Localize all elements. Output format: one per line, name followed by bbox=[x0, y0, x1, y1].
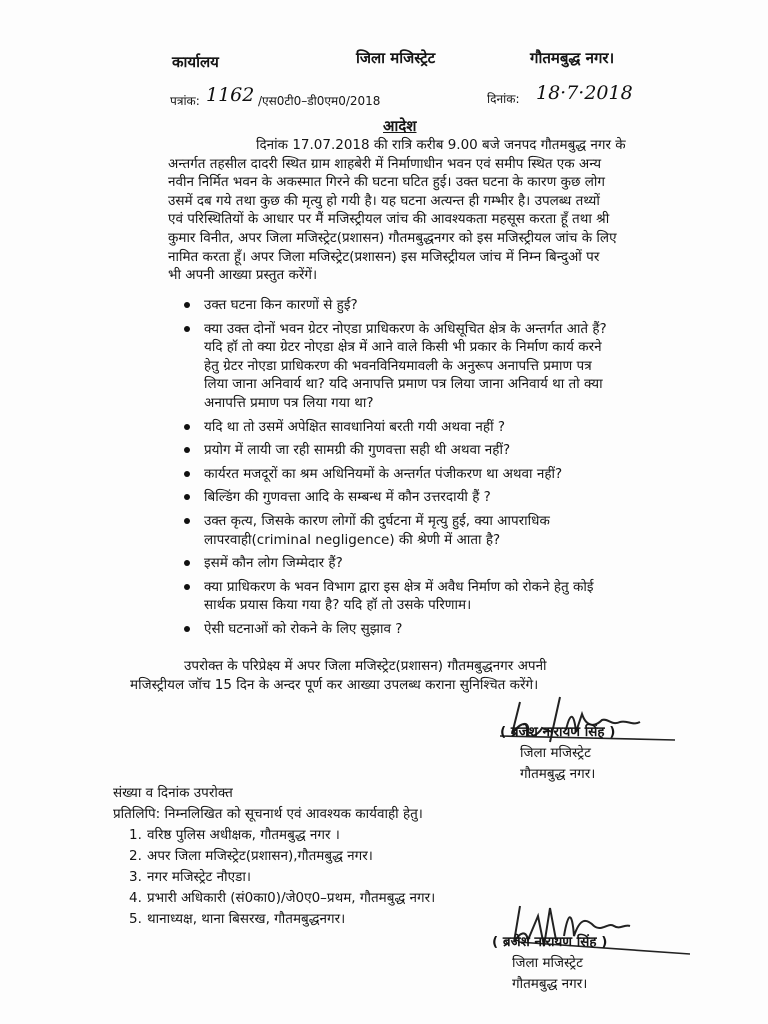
office-label: कार्यालय bbox=[172, 53, 219, 71]
inquiry-point bbox=[178, 441, 656, 460]
inquiry-point-text: यदि था तो उसमें अपेक्षित सावधानियां बरती गयी अथवा नहीं ? bbox=[204, 418, 506, 435]
inquiry-point-text: उक्त घटना किन कारणों से हुई? bbox=[204, 297, 358, 313]
copy-section bbox=[113, 783, 435, 930]
signature-block-2 bbox=[492, 932, 607, 995]
bullet-icon bbox=[184, 424, 190, 430]
recipient-item bbox=[113, 825, 435, 846]
recipient-text: प्रभारी अधिकारी (सं0का0)/जे0ए0–प्रथम, गौतमबुद्ध नगर। bbox=[147, 890, 436, 906]
recipient-text: अपर जिला मजिस्ट्रेट(प्रशासन),गौतमबुद्ध नगर। bbox=[147, 848, 373, 864]
recipient-text: नगर मजिस्ट्रेट नौएडा। bbox=[147, 869, 251, 885]
inquiry-point-text: क्या उक्त दोनों भवन ग्रेटर नोएडा प्राधिकरण के अधिसूचित क्षेत्र के अन्तर्गत आते हैं? bbox=[204, 320, 607, 337]
copy-to-line: प्रतिलिपि: निम्नलिखित को सूचनार्थ एवं आवश्यक कार्यवाही हेतु। bbox=[113, 806, 423, 822]
paragraph-line: एवं परिस्थितियों के आधार पर मैं मजिस्ट्रीयल जांच की आवश्यकता महसूस करता हूँ तथा श्री bbox=[168, 211, 610, 228]
recipient-number: 1. bbox=[129, 827, 142, 843]
signatory-name: ( ब्रजेश नारायण सिंह ) bbox=[492, 934, 608, 950]
inquiry-point-text: बिल्डिंग की गुणवत्ता आदि के सम्बन्ध में कौन उत्तरदायी हैं ? bbox=[204, 489, 491, 506]
paragraph-line: दिनांक 17.07.2018 की रात्रि करीब 9.00 बजे जनपद गौतमबुद्ध नगर के bbox=[256, 137, 626, 153]
letter-number-suffix: /एस0टी0–डी0एम0/2018 bbox=[258, 94, 381, 108]
bullet-icon bbox=[184, 518, 190, 524]
bullet-icon bbox=[184, 494, 190, 500]
paragraph-line: भी अपनी आख्या प्रस्तुत करेंगें। bbox=[168, 267, 318, 284]
recipient-list bbox=[113, 825, 435, 930]
inquiry-point bbox=[178, 620, 656, 639]
recipient-number: 5. bbox=[129, 911, 142, 927]
closing-line: उपरोक्त के परिप्रेक्ष्य में अपर जिला मजिस्ट्रेट(प्रशासन) गौतमबुद्धनगर अपनी bbox=[184, 658, 547, 674]
inquiry-point bbox=[178, 488, 656, 507]
date-label: दिनांक: bbox=[487, 92, 520, 106]
inquiry-point-text: अनापत्ति प्रमाण पत्र लिया गया था? bbox=[204, 394, 374, 411]
bullet-icon bbox=[184, 447, 190, 453]
signatory-name: ( ब्रजेश नारायण सिंह ) bbox=[500, 724, 616, 740]
inquiry-point-text: कार्यरत मजदूरों का श्रम अधिनियमों के अन्तर्गत पंजीकरण था अथवा नहीं? bbox=[204, 465, 563, 482]
inquiry-point-text: क्या प्राधिकरण के भवन विभाग द्वारा इस क्षेत्र में अवैध निर्माण को रोकने हेतु कोई bbox=[204, 578, 594, 595]
recipient-item bbox=[113, 909, 435, 930]
recipient-text: वरिष्ठ पुलिस अधीक्षक, गौतमबुद्ध नगर । bbox=[147, 827, 340, 843]
signature-block-1 bbox=[500, 722, 615, 785]
signatory-designation: जिला मजिस्ट्रेट bbox=[512, 955, 583, 971]
inquiry-point-text: उक्त कृत्य, जिसके कारण लोगों की दुर्घटना में मृत्यु हुई, क्या आपराधिक bbox=[204, 512, 550, 529]
paragraph-line: अन्तर्गत तहसील दादरी स्थित ग्राम शाहबेरी में निर्माणाधीन भवन एवं समीप स्थित एक अन्य bbox=[168, 155, 602, 172]
recipient-item bbox=[113, 888, 435, 909]
inquiry-point-text: लिया जाना अनिवार्य था? यदि अनापत्ति प्रमाण पत्र लिया जाना अनिवार्य था तो क्या bbox=[204, 376, 603, 393]
recipient-text: थानाध्यक्ष, थाना बिसरख, गौतमबुद्धनगर। bbox=[147, 911, 346, 927]
inquiry-point bbox=[178, 512, 656, 549]
signatory-place: गौतमबुद्ध नगर। bbox=[520, 766, 596, 782]
body-paragraph bbox=[168, 136, 658, 285]
paragraph-line: कुमार विनीत, अपर जिला मजिस्ट्रेट(प्रशासन) गौतमबुद्धनगर को इस मजिस्ट्रीयल जांच के लिए bbox=[168, 229, 617, 246]
location-heading: गौतमबुद्ध नगर। bbox=[530, 49, 615, 67]
recipient-item bbox=[113, 846, 435, 867]
reference-line: संख्या व दिनांक उपरोक्त bbox=[113, 785, 233, 801]
signatory-designation: जिला मजिस्ट्रेट bbox=[520, 745, 591, 761]
recipient-number: 4. bbox=[129, 890, 142, 906]
inquiry-point bbox=[178, 554, 656, 573]
bullet-icon bbox=[184, 560, 190, 566]
inquiry-point bbox=[178, 465, 656, 484]
inquiry-points-list bbox=[178, 296, 656, 644]
paragraph-line: नवीन निर्मित भवन के अकस्मात गिरने की घटना घटित हुई। उक्त घटना के कारण कुछ लोग bbox=[168, 174, 605, 191]
signatory-place: गौतमबुद्ध नगर। bbox=[512, 976, 588, 992]
inquiry-point-text: सार्थक प्रयास किया गया है? यदि हॉ तो उसके परिणाम। bbox=[204, 597, 472, 614]
paragraph-line: नामित करता हूँ। अपर जिला मजिस्ट्रेट(प्रशासन) इस मजिस्ट्रीयल जांच में निम्न बिन्दुओं पर bbox=[168, 248, 600, 265]
closing-paragraph bbox=[130, 657, 675, 695]
letter-number-handwritten: 1162 bbox=[206, 84, 255, 106]
letter-number-label: पत्रांक: bbox=[170, 94, 200, 108]
closing-line: मजिस्ट्रीयल जॉच 15 दिन के अन्दर पूर्ण कर आख्या उपलब्ध कराना सुनिश्चित करेंगे। bbox=[130, 677, 539, 693]
date-handwritten: 18·7·2018 bbox=[536, 82, 633, 104]
authority-heading: जिला मजिस्ट्रेट bbox=[356, 49, 436, 67]
recipient-item bbox=[113, 867, 435, 888]
inquiry-point-text: लापरवाही(criminal negligence) की श्रेणी में आता है? bbox=[204, 531, 501, 548]
order-title: आदेश bbox=[383, 117, 417, 135]
bullet-icon bbox=[184, 302, 190, 308]
bullet-icon bbox=[184, 471, 190, 477]
paragraph-line: उसमें दब गये तथा कुछ की मृत्यु हो गयी है। यह घटना अत्यन्त ही गम्भीर है। उपलब्ध तथ्यों bbox=[168, 192, 600, 209]
inquiry-point bbox=[178, 418, 656, 437]
inquiry-point-text: प्रयोग में लायी जा रही सामग्री की गुणवत्ता सही थी अथवा नहीं? bbox=[204, 442, 511, 459]
inquiry-point bbox=[178, 296, 656, 315]
inquiry-point bbox=[178, 578, 656, 615]
recipient-number: 3. bbox=[129, 869, 142, 885]
inquiry-point-text: हेतु ग्रेटर नोएडा प्राधिकरण की भवनविनियमावली के अनुरूप अनापत्ति प्रमाण पत्र bbox=[204, 357, 592, 374]
bullet-icon bbox=[184, 626, 190, 632]
bullet-icon bbox=[184, 584, 190, 590]
recipient-number: 2. bbox=[129, 848, 142, 864]
inquiry-point bbox=[178, 320, 656, 413]
inquiry-point-text: ऐसी घटनाओं को रोकने के लिए सुझाव ? bbox=[204, 620, 403, 637]
bullet-icon bbox=[184, 326, 190, 332]
inquiry-point-text: इसमें कौन लोग जिम्मेदार हैं? bbox=[204, 555, 343, 572]
inquiry-point-text: यदि हॉ तो क्या ग्रेटर नोएडा क्षेत्र में आने वाले किसी भी प्रकार के निर्माण कार्य करने bbox=[204, 339, 602, 356]
